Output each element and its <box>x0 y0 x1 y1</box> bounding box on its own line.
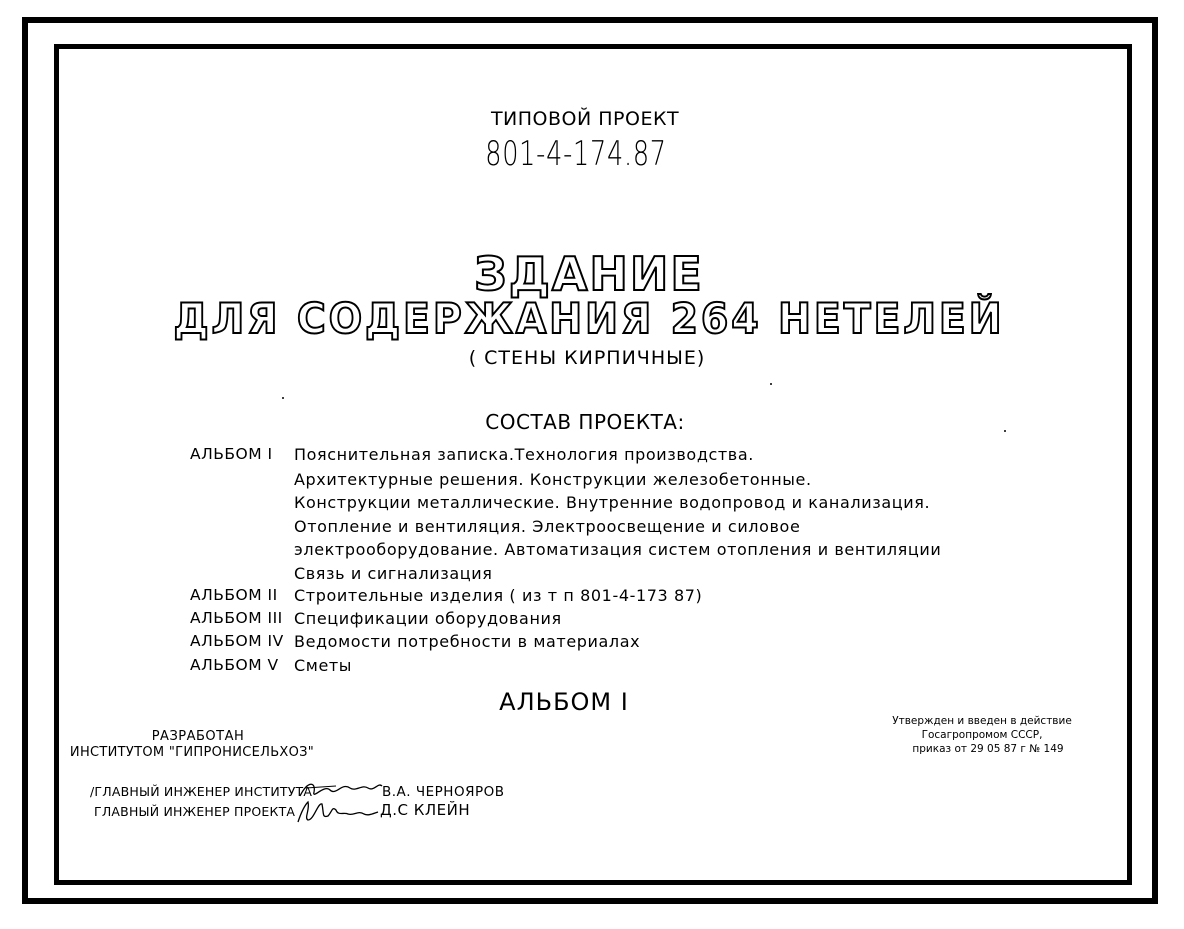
album-label: АЛЬБОМ IV <box>190 632 284 650</box>
title-line1: ЗДАНИЕ <box>474 247 704 301</box>
scan-speck <box>1004 430 1006 432</box>
title-line2: ДЛЯ СОДЕРЖАНИЯ 264 НЕТЕЛЕЙ <box>173 294 1005 343</box>
album-line: электрооборудование. Автоматизация систем отопления и вентиляции <box>294 540 942 559</box>
album-line: Сметы <box>294 656 353 675</box>
approval-line2: Госагропромом СССР, <box>921 729 1043 741</box>
project-type: ТИПОВОЙ ПРОЕКТ <box>490 108 680 130</box>
album-label: АЛЬБОМ I <box>190 445 273 463</box>
signature-role: ГЛАВНЫЙ ИНЖЕНЕР ПРОЕКТА <box>94 804 296 819</box>
project-number: 801-4-174.87 <box>485 134 667 174</box>
signature-name: Д.С КЛЕЙН <box>380 801 471 819</box>
album-line: Спецификации оборудования <box>294 609 562 628</box>
signature-name: В.А. ЧЕРНОЯРОВ <box>382 784 505 800</box>
signature-role: /ГЛАВНЫЙ ИНЖЕНЕР ИНСТИТУТА <box>90 784 313 799</box>
album-line: Отопление и вентиляция. Электроосвещение и силовое <box>294 517 801 536</box>
title-subtitle: ( СТЕНЫ КИРПИЧНЫЕ) <box>468 347 706 369</box>
album-line: Строительные изделия ( из т п 801-4-173 87) <box>294 586 703 605</box>
album-line: Ведомости потребности в материалах <box>294 632 641 651</box>
album-line: Архитектурные решения. Конструкции железобетонные. <box>294 470 812 489</box>
developer-line2: ИНСТИТУТОМ "ГИПРОНИСЕЛЬХОЗ" <box>69 745 315 760</box>
signature-klein-icon <box>292 796 382 826</box>
album-label: АЛЬБОМ V <box>190 656 279 674</box>
album-label: АЛЬБОМ III <box>190 609 283 627</box>
album-line: Конструкции металлические. Внутренние водопровод и канализация. <box>294 493 931 512</box>
approval-line3: приказ от 29 05 87 г № 149 <box>912 743 1064 755</box>
composition-heading: СОСТАВ ПРОЕКТА: <box>485 410 685 434</box>
album-line: Пояснительная записка.Технология производства. <box>294 445 754 464</box>
approval-line1: Утвержден и введен в действие <box>892 715 1072 727</box>
current-album: АЛЬБОМ I <box>499 688 629 716</box>
album-label: АЛЬБОМ II <box>190 586 278 604</box>
scan-speck <box>770 383 772 385</box>
developer-line1: РАЗРАБОТАН <box>151 729 245 744</box>
scan-speck <box>282 397 284 399</box>
album-line: Связь и сигнализация <box>294 564 493 583</box>
